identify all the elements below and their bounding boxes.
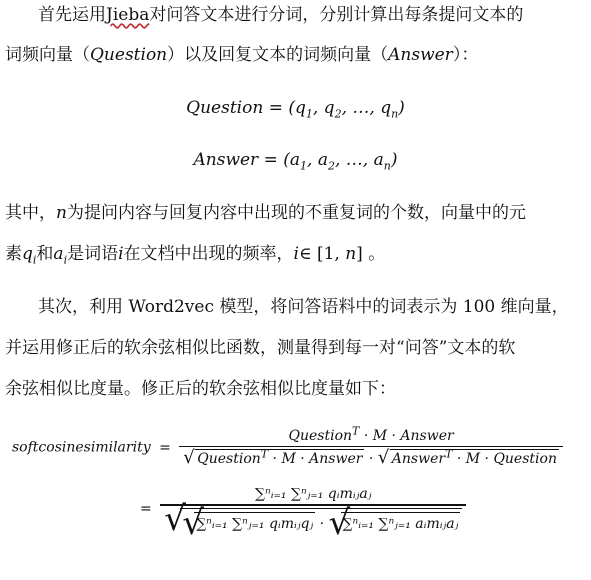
radicand <box>194 512 315 532</box>
equals: = <box>159 439 171 456</box>
text: 词频向量（ <box>5 45 90 65</box>
denominator <box>179 449 563 467</box>
sub: i <box>63 253 68 267</box>
fraction-2 <box>160 486 466 543</box>
denominator <box>160 499 466 543</box>
eq-part: , …, a <box>334 150 384 170</box>
var-q: q <box>22 244 33 264</box>
sub: n <box>391 107 399 121</box>
eq-part: , …, q <box>341 98 392 118</box>
fraction-bar <box>179 446 563 447</box>
text: ∈ [1, <box>298 244 346 264</box>
dot: · <box>364 451 378 467</box>
formula-lhs: softcosinesimilarity <box>12 439 151 456</box>
text: ] 。 <box>356 244 386 264</box>
para1-line1 <box>5 4 591 26</box>
fraction-1 <box>179 424 563 468</box>
numerator <box>179 424 563 444</box>
radicand <box>341 512 461 532</box>
var-a: a <box>53 244 64 264</box>
eq-lhs: Question <box>186 98 264 118</box>
text: Answer <box>391 451 446 467</box>
text: 和 <box>36 244 54 264</box>
equation-question <box>0 96 591 120</box>
sup: T <box>352 424 360 438</box>
para2-line1 <box>5 202 585 224</box>
sqrt-4 <box>328 503 461 543</box>
text: 为提问内容与回复内容中出现的不重复词的个数，向量中的元 <box>66 203 526 223</box>
radical-sign: √ <box>183 447 195 468</box>
sub: 1 <box>305 107 313 121</box>
sub: n <box>383 159 391 173</box>
radical-sign: √ <box>182 503 204 543</box>
sub: i <box>32 253 37 267</box>
equation-answer <box>0 148 591 172</box>
formula-row2 <box>140 486 466 543</box>
radical-sign: √ <box>164 499 186 539</box>
para3-line2 <box>5 337 585 359</box>
radicand <box>390 449 559 467</box>
text: 是词语 <box>67 244 119 264</box>
text: · M · Answer <box>268 451 363 467</box>
text: ∑ⁿᵢ₌₁ ∑ⁿⱼ₌₁ qᵢmᵢⱼqⱼ <box>196 516 314 532</box>
text: 对问答文本进行分词，分别计算出每条提问文本的 <box>149 5 524 25</box>
para1-line2 <box>5 44 585 66</box>
eq-part: ) <box>398 98 405 118</box>
radicand <box>195 449 364 467</box>
sup: T <box>445 447 453 461</box>
eq-lhs: Answer <box>193 150 259 170</box>
sup: T <box>260 447 269 461</box>
text: 并运用修正后的软余弦相似比函数，测量得到每一对“问答”文本的软 <box>5 338 516 358</box>
answer-term: Answer <box>388 45 453 65</box>
text: 在文档中出现的频率， <box>123 244 294 264</box>
eq-part: , q <box>312 98 335 118</box>
eq-rhs: = (a <box>263 150 301 170</box>
sqrt-1 <box>183 449 364 467</box>
text: 其次，利用 Word2vec 模型，将问答语料中的词表示为 100 维向量， <box>38 297 569 317</box>
text: Question <box>288 428 353 444</box>
para3-line3 <box>5 378 585 400</box>
text: 首先运用 <box>38 5 106 25</box>
text: 其中， <box>5 203 56 223</box>
dot: · <box>315 516 329 532</box>
formula-row1 <box>12 424 563 468</box>
text: ∑ⁿᵢ₌₁ ∑ⁿⱼ₌₁ qᵢmᵢⱼaⱼ <box>255 486 372 502</box>
radical-sign: √ <box>328 503 351 543</box>
equals: = <box>140 501 152 517</box>
fraction-bar <box>160 504 466 506</box>
numerator <box>160 486 466 502</box>
var-n: n <box>345 244 357 264</box>
text: · M · Question <box>452 451 557 467</box>
text: Question <box>197 451 261 467</box>
text: 余弦相似比度量。修正后的软余弦相似比度量如下： <box>5 379 396 399</box>
jieba-word: Jieba <box>106 5 150 25</box>
eq-part: ) <box>390 150 398 170</box>
sqrt-3 <box>182 503 315 543</box>
sub: 2 <box>334 107 342 121</box>
para3-line1 <box>5 296 591 318</box>
para2-line2 <box>5 243 585 265</box>
eq-part: , a <box>307 150 328 170</box>
var-i: i <box>118 244 124 264</box>
sub: 2 <box>327 159 335 173</box>
text: · M · Answer <box>359 428 454 444</box>
eq-rhs: = (q <box>268 98 306 118</box>
radicand <box>180 503 462 543</box>
question-term: Question <box>90 45 168 65</box>
text: ∑ⁿᵢ₌₁ ∑ⁿⱼ₌₁ aᵢmᵢⱼaⱼ <box>342 516 459 532</box>
var-i: i <box>293 244 299 264</box>
sqrt-2 <box>378 449 559 467</box>
var-n: n <box>56 203 67 223</box>
text: 素 <box>5 244 22 264</box>
outer-sqrt <box>164 499 462 543</box>
text: ）以及回复文本的词频向量（ <box>167 45 389 65</box>
text: ）： <box>452 45 479 65</box>
sub: 1 <box>300 159 308 173</box>
radical-sign: √ <box>377 447 390 468</box>
